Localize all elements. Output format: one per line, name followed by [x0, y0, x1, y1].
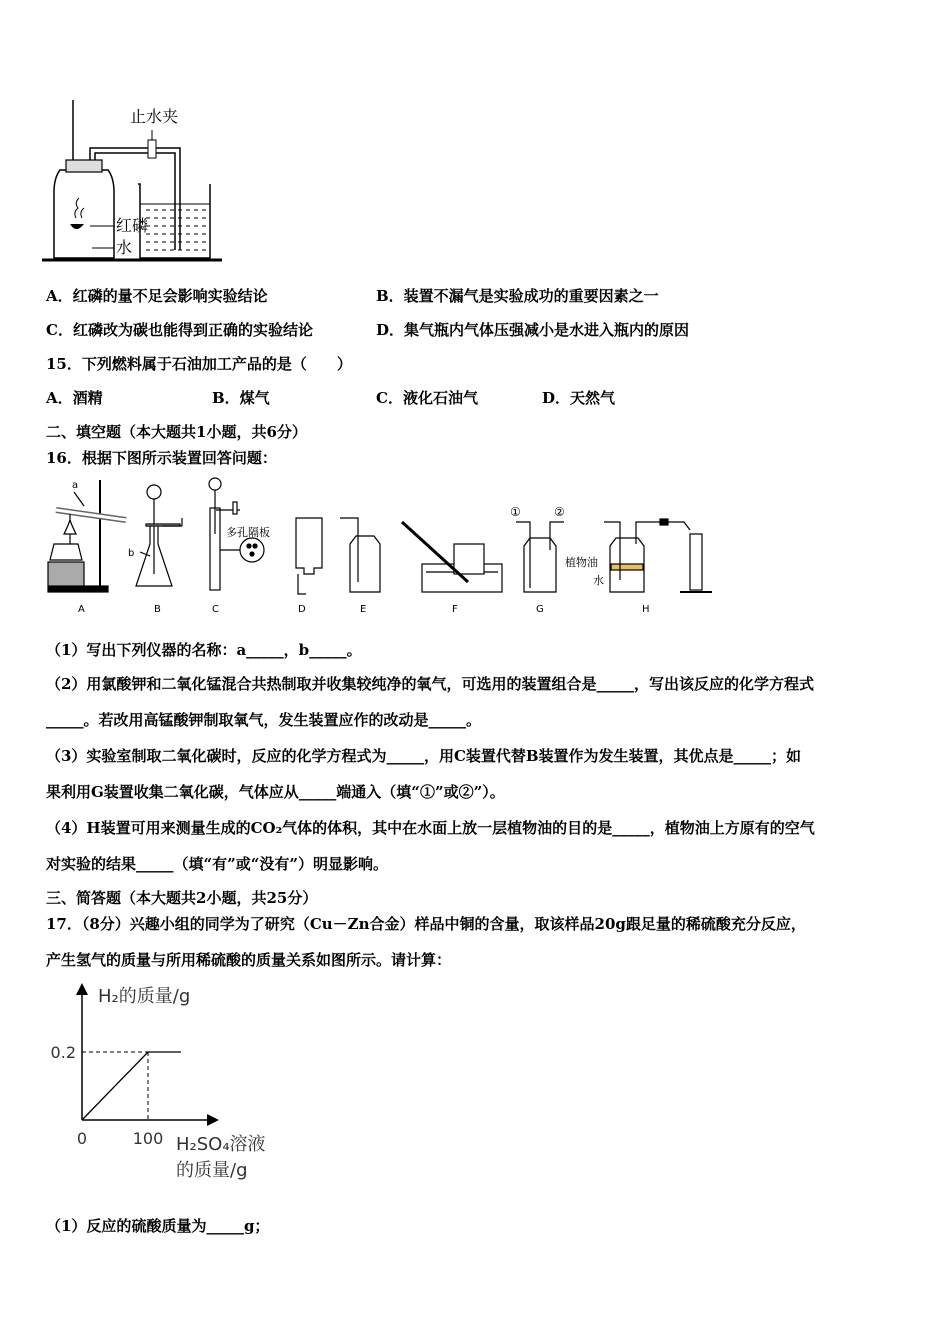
app-h: H	[642, 604, 650, 615]
q15-option-c: C．液化石油气	[376, 389, 478, 407]
q15-option-a: A．酒精	[46, 389, 103, 407]
app-c: C	[212, 604, 219, 615]
q15-stem: 15．下列燃料属于石油加工产品的是（ ）	[46, 355, 352, 373]
label-b: b	[128, 548, 135, 559]
q17-line2: 产生氢气的质量与所用稀硫酸的质量关系如图所示。请计算：	[46, 951, 452, 969]
y-tick-0-2: 0.2	[50, 1043, 76, 1062]
app-g: G	[536, 604, 544, 615]
q16-part4-line1: （4）H装置可用来测量生成的CO₂气体的体积，其中在水面上放一层植物油的目的是_____，植物油上方原有的空气	[46, 819, 815, 837]
label-a: a	[72, 480, 79, 491]
series-line-h2	[82, 1052, 181, 1120]
q17-part1: （1）反应的硫酸质量为_____g；	[46, 1217, 270, 1235]
q16-part3-line1: （3）实验室制取二氧化碳时，反应的化学方程式为_____，用C装置代替B装置作为发生装置，其优点是_____；如	[46, 747, 802, 765]
x-axis-label-line1: H₂SO₄溶液	[176, 1134, 266, 1155]
q16-part1: （1）写出下列仪器的名称：a_____，b_____。	[46, 641, 362, 659]
q14-option-c: C．红磷改为碳也能得到正确的实验结论	[46, 321, 313, 339]
section3-heading: 三、简答题（本大题共2小题，共25分）	[46, 889, 318, 907]
q15-option-b: B．煤气	[212, 389, 270, 407]
app-b: B	[154, 604, 161, 615]
q15-option-d: D．天然气	[542, 389, 616, 407]
y-axis-label: H₂的质量/g	[98, 986, 191, 1007]
x-tick-0: 0	[76, 1129, 88, 1148]
q17-chart	[40, 980, 300, 1190]
port-2-label: ②	[554, 505, 565, 519]
port-1-label: ①	[510, 505, 521, 519]
phosphorus-label: 红磷	[116, 216, 149, 235]
x-tick-100: 100	[132, 1129, 164, 1148]
app-d: D	[298, 604, 306, 615]
section2-heading: 二、填空题（本大题共1小题，共6分）	[46, 423, 307, 441]
q14-option-d: D．集气瓶内气体压强减小是水进入瓶内的原因	[376, 321, 690, 339]
app-f: F	[452, 604, 458, 615]
q16-stem: 16．根据下图所示装置回答问题：	[46, 449, 277, 467]
q14-apparatus-figure	[40, 100, 240, 272]
porous-plate-label: 多孔隔板	[226, 526, 270, 539]
q14-option-a: A．红磷的量不足会影响实验结论	[46, 287, 268, 305]
clamp-label: 止水夹	[130, 107, 179, 126]
q16-part4-line2: 对实验的结果_____（填“有”或“没有”）明显影响。	[46, 855, 389, 873]
q16-apparatus-figure	[40, 474, 720, 618]
app-a: A	[78, 604, 85, 615]
q16-part2-line2: _____。若改用高锰酸钾制取氧气，发生装置应作的改动是_____。	[46, 711, 482, 729]
q16-part3-line2: 果利用G装置收集二氧化碳，气体应从_____端通入（填“①”或②”）。	[46, 783, 505, 801]
oil-label: 植物油	[565, 556, 598, 569]
q16-part2-line1: （2）用氯酸钾和二氧化锰混合共热制取并收集较纯净的氧气，可选用的装置组合是_____，写出该反应的化学方程式	[46, 675, 814, 693]
app-e: E	[360, 604, 367, 615]
q17-line1: 17．（8分）兴趣小组的同学为了研究（Cu－Zn合金）样品中铜的含量，取该样品20g跟足量的稀硫酸充分反应，	[46, 915, 806, 933]
h-water-label: 水	[593, 574, 604, 587]
x-axis-label-line2: 的质量/g	[176, 1160, 248, 1181]
q14-option-b: B．装置不漏气是实验成功的重要因素之一	[376, 287, 659, 305]
water-label: 水	[116, 238, 133, 257]
